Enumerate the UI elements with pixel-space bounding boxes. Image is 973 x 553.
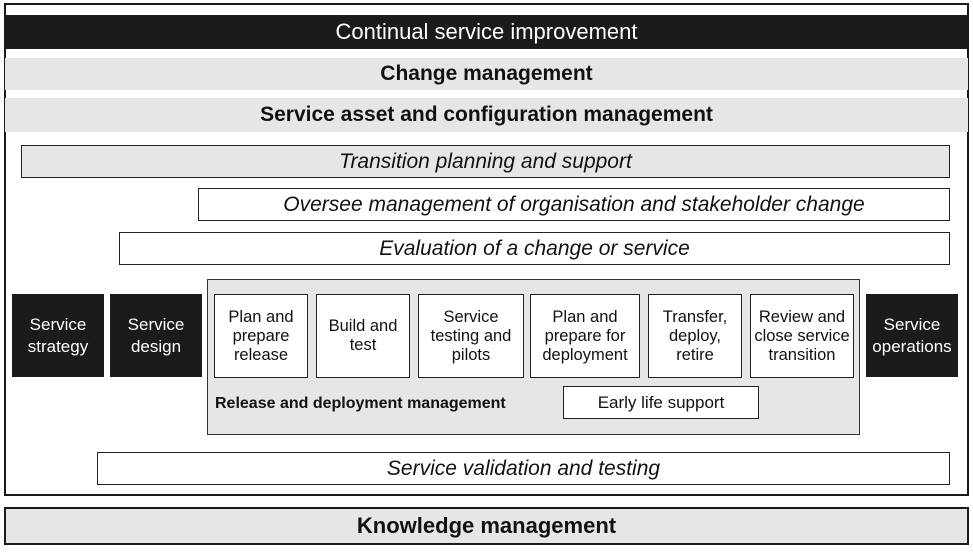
validation-testing-box: Service validation and testing: [97, 452, 950, 485]
service-design-box: Service design: [110, 294, 202, 377]
change-management-band: Change management: [5, 58, 968, 90]
knowledge-management-band: Knowledge management: [4, 507, 969, 545]
transition-planning-box: Transition planning and support: [21, 145, 950, 178]
step-plan-prepare-deployment: Plan and prepare for deployment: [530, 294, 640, 378]
early-life-support-box: Early life support: [563, 386, 759, 419]
continual-service-improvement-band: Continual service improvement: [5, 15, 968, 49]
service-strategy-box: Service strategy: [12, 294, 104, 377]
step-service-testing-pilots: Service testing and pilots: [418, 294, 524, 378]
evaluation-box: Evaluation of a change or service: [119, 232, 950, 265]
asset-configuration-band: Service asset and configuration management: [5, 98, 968, 132]
service-operations-box: Service operations: [866, 294, 958, 377]
step-transfer-deploy-retire: Transfer, deploy, retire: [648, 294, 742, 378]
oversee-change-box: Oversee management of organisation and stakeholder change: [198, 188, 950, 221]
release-deployment-label: Release and deployment management: [215, 395, 506, 412]
step-build-test: Build and test: [316, 294, 410, 378]
step-plan-prepare-release: Plan and prepare release: [214, 294, 308, 378]
step-review-close-transition: Review and close service transition: [750, 294, 854, 378]
